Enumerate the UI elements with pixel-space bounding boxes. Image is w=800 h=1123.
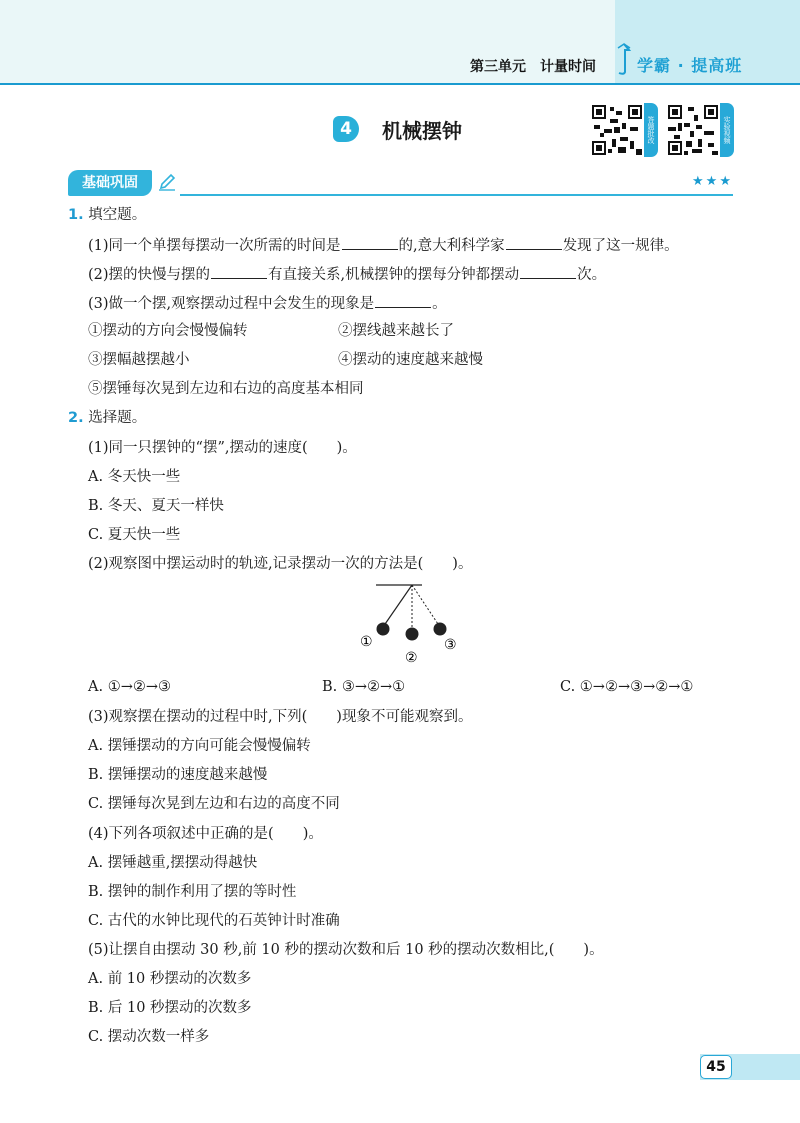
choice-c[interactable]: C. 古代的水钟比现代的石英钟计时准确 bbox=[88, 913, 340, 929]
option-5: ⑤摆锤每次晃到左边和右边的高度基本相同 bbox=[88, 381, 364, 397]
choice-a[interactable]: A. 冬天快一些 bbox=[88, 469, 181, 485]
header-rule bbox=[0, 83, 800, 85]
item-text: 。 bbox=[432, 296, 447, 312]
option-3: ③摆幅越摆越小 bbox=[88, 352, 190, 368]
pendulum-label-2: ② bbox=[405, 650, 418, 666]
qr-code-icon[interactable] bbox=[590, 103, 644, 157]
pencil-icon bbox=[157, 172, 177, 192]
section-header bbox=[68, 170, 733, 196]
choice-c[interactable]: C. ①→②→③→②→① bbox=[560, 679, 694, 695]
page-number: 45 bbox=[700, 1055, 732, 1079]
item-text: (2)摆的快慢与摆的 bbox=[88, 267, 211, 283]
option-2: ②摆线越来越长了 bbox=[338, 323, 454, 339]
answer-blank[interactable] bbox=[520, 264, 576, 279]
sub-question-3: (3)观察摆在摆动的过程中时,下列( )现象不可能观察到。 bbox=[88, 709, 473, 725]
unit-label: 第三单元 计量时间 bbox=[470, 59, 596, 75]
choice-c[interactable]: C. 摆动次数一样多 bbox=[88, 1029, 210, 1045]
difficulty-stars: ★★★ bbox=[692, 174, 733, 189]
choice-b[interactable]: B. 冬天、夏天一样快 bbox=[88, 498, 224, 514]
fill-item-3 bbox=[88, 293, 447, 314]
choice-c[interactable]: C. 摆锤每次晃到左边和右边的高度不同 bbox=[88, 796, 340, 812]
question-number: 2. bbox=[68, 410, 84, 426]
pendulum-label-3: ③ bbox=[444, 637, 457, 653]
item-text: 发现了这一规律。 bbox=[562, 238, 679, 254]
sub-question-1: (1)同一只摆钟的“摆”,摆动的速度( )。 bbox=[88, 440, 357, 456]
item-text: 有直接关系,机械摆钟的摆每分钟都摆动 bbox=[268, 267, 520, 283]
answer-blank[interactable] bbox=[506, 235, 562, 250]
item-text: 的,意大利科学家 bbox=[398, 238, 505, 254]
pendulum-label-1: ① bbox=[360, 634, 373, 650]
lesson-title: 机械摆钟 bbox=[382, 119, 462, 143]
item-text: (3)做一个摆,观察摆动过程中会发生的现象是 bbox=[88, 296, 375, 312]
sub-question-5: (5)让摆自由摆动 30 秒,前 10 秒的摆动次数和后 10 秒的摆动次数相比,( )。 bbox=[88, 942, 604, 958]
choice-a[interactable]: A. ①→②→③ bbox=[88, 679, 171, 695]
choice-b[interactable]: B. 摆钟的制作利用了摆的等时性 bbox=[88, 884, 297, 900]
question-number: 1. bbox=[68, 207, 84, 223]
answer-blank[interactable] bbox=[342, 235, 398, 250]
choice-a[interactable]: A. 前 10 秒摆动的次数多 bbox=[88, 971, 252, 987]
option-4: ④摆动的速度越来越慢 bbox=[338, 352, 483, 368]
pendulum-diagram bbox=[348, 580, 468, 670]
question-2-heading bbox=[68, 408, 146, 428]
lesson-number: 4 bbox=[333, 116, 359, 142]
choice-b[interactable]: B. ③→②→① bbox=[322, 679, 406, 695]
choice-a[interactable]: A. 摆锤摆动的方向可能会慢慢偏转 bbox=[88, 738, 311, 754]
option-1: ①摆动的方向会慢慢偏转 bbox=[88, 323, 248, 339]
item-text: (1)同一个单摆每摆动一次所需的时间是 bbox=[88, 238, 341, 254]
brand-logo-icon bbox=[615, 42, 633, 76]
section-rule bbox=[180, 194, 733, 196]
choice-b[interactable]: B. 摆锤摆动的速度越来越慢 bbox=[88, 767, 268, 783]
sub-question-4: (4)下列各项叙述中正确的是( )。 bbox=[88, 826, 323, 842]
item-text: 次。 bbox=[577, 267, 607, 283]
choice-a[interactable]: A. 摆锤越重,摆摆动得越快 bbox=[88, 855, 258, 871]
question-title: 选择题。 bbox=[88, 410, 147, 426]
fill-item-1 bbox=[88, 235, 679, 256]
qr-tag-video: 实验视频 bbox=[720, 103, 734, 157]
qr-code-icon[interactable] bbox=[666, 103, 720, 157]
section-title: 基础巩固 bbox=[68, 170, 152, 196]
choice-c[interactable]: C. 夏天快一些 bbox=[88, 527, 181, 543]
answer-blank[interactable] bbox=[211, 264, 267, 279]
brand-name: 学霸 · 提高班 bbox=[637, 56, 743, 75]
question-title: 填空题。 bbox=[88, 207, 147, 223]
answer-blank[interactable] bbox=[375, 293, 431, 308]
qr-tag-answer: 答题批改 bbox=[644, 103, 658, 157]
choice-b[interactable]: B. 后 10 秒摆动的次数多 bbox=[88, 1000, 252, 1016]
fill-item-2 bbox=[88, 264, 606, 285]
sub-question-2: (2)观察图中摆运动时的轨迹,记录摆动一次的方法是( )。 bbox=[88, 556, 473, 572]
question-1-heading bbox=[68, 205, 146, 225]
